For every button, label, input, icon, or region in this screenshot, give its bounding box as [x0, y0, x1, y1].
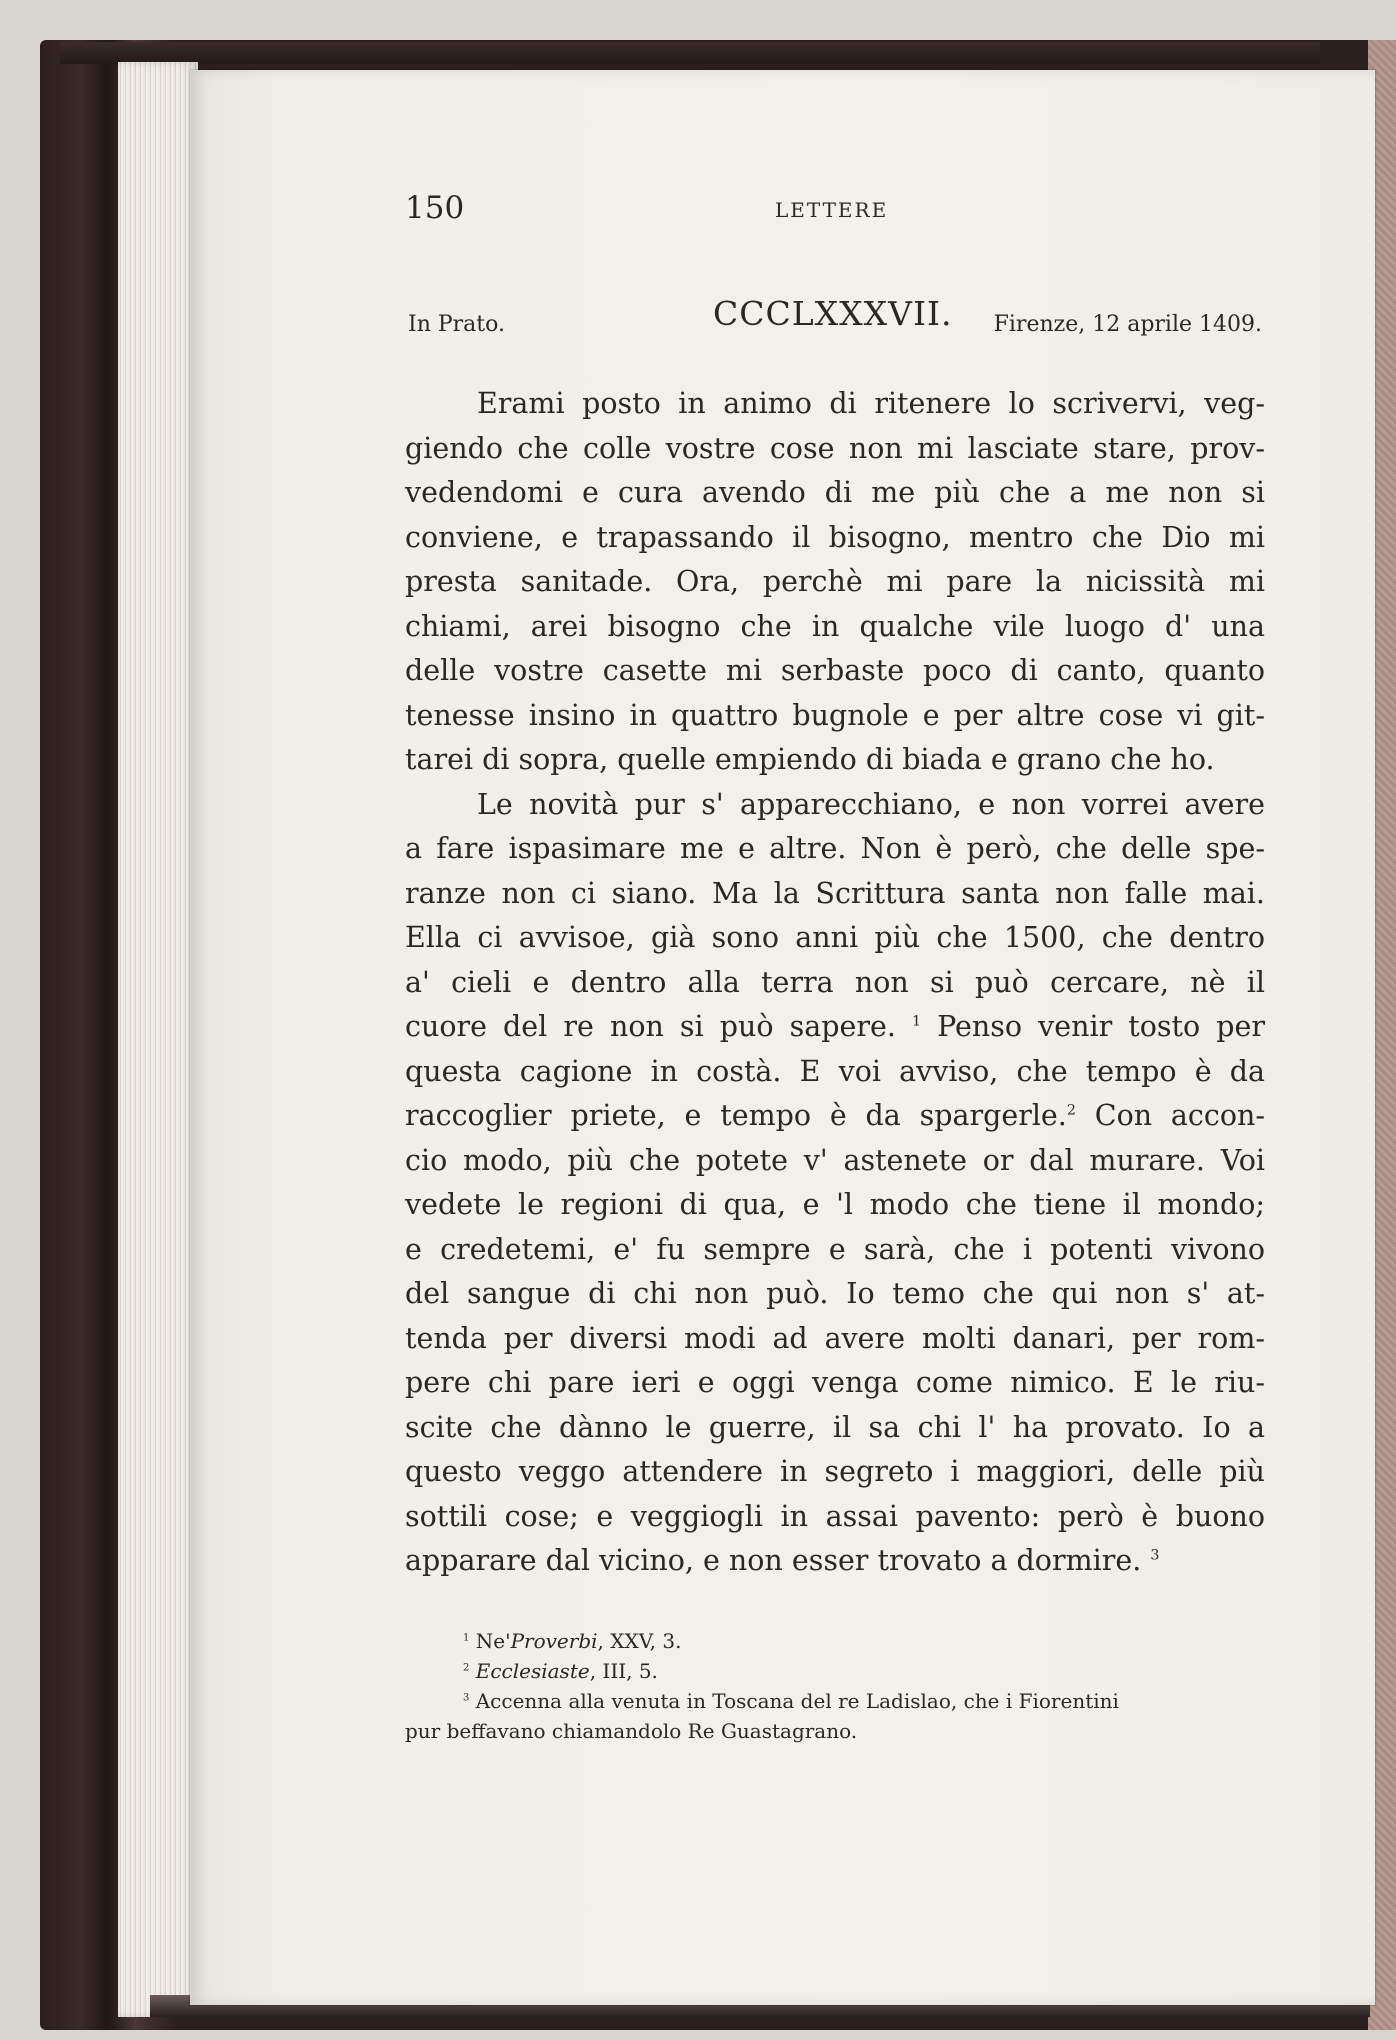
footnote-ref: , XXV, 3. [597, 1628, 682, 1653]
footnote-3-continuation: pur beffavano chiamandolo Re Guastagrano. [405, 1718, 858, 1743]
body-line: vedete le regioni di qua, e 'l modo che tiene il mondo; [405, 1188, 1265, 1221]
body-line: e credetemi, e' fu sempre e sarà, che i potenti vivono [405, 1232, 1265, 1266]
book-cover-top [60, 42, 1320, 64]
body-line-with-note [405, 1539, 1265, 1584]
footnote-mark: 2 [463, 1661, 470, 1673]
body-line: a' cieli e dentro alla terra non si può cercare, nè il [405, 965, 1265, 999]
body-line: Ella ci avvisoe, già sono anni più che 1500, che dentro [405, 921, 1265, 954]
body-line-segment: cuore del re non si può sapere. [405, 1010, 896, 1043]
body-line: giendo che colle vostre cose non mi lasciate stare, prov- [405, 431, 1265, 465]
footnote-prefix: Ne' [475, 1628, 511, 1653]
body-line: ranze non ci siano. Ma la Scrittura santa non falle mai. [405, 876, 1265, 910]
footnote-mark: 3 [463, 1691, 470, 1703]
body-line: pere chi pare ieri e oggi venga come nimico. E le riu- [405, 1366, 1265, 1399]
note-mark-1: 1 [911, 1013, 922, 1030]
body-line: a fare ispasimare me e altre. Non è però, che delle spe- [405, 832, 1265, 865]
body-line: chiami, arei bisogno che in qualche vile luogo d' una [405, 609, 1265, 643]
body-line-with-note [405, 1005, 1265, 1050]
body-line: Erami posto in animo di ritenere lo scrivervi, veg- [477, 387, 1265, 420]
footnote-3 [405, 1686, 1265, 1716]
page-text-area [405, 190, 1265, 1746]
body-line-segment: Con accon- [1094, 1099, 1265, 1132]
letter-recipient-place: In Prato. [408, 312, 505, 337]
body-line: questo veggo attendere in segreto i maggiori, delle più [405, 1455, 1265, 1488]
footnote-1 [405, 1626, 1265, 1656]
page-edges [118, 62, 198, 2017]
letter-number: CCCLXXXVII. [713, 294, 953, 333]
footnote-2 [405, 1656, 1265, 1686]
footnote-title: Ecclesiaste [475, 1658, 590, 1683]
running-head [405, 190, 1265, 240]
body-line: presta sanitade. Ora, perchè mi pare la nicissità mi [405, 565, 1265, 598]
footnotes [405, 1626, 1265, 1746]
body-line: cio modo, più che potete v' astenete or dal murare. Voi [405, 1143, 1265, 1177]
letter-place-date: Firenze, 12 aprile 1409. [993, 312, 1262, 337]
body-line-segment: apparare dal vicino, e non esser trovato a dormire. [405, 1544, 1142, 1577]
letter-body [405, 382, 1265, 1584]
body-line: del sangue di chi non può. Io temo che qui non s' at- [405, 1277, 1265, 1310]
body-line-with-note [405, 1094, 1265, 1139]
body-line: tarei di sopra, quelle empiendo di biada e grano che ho. [405, 743, 1215, 776]
body-line-segment: Penso venir tosto per [937, 1010, 1265, 1043]
body-line: sottili cose; e veggiogli in assai pavento: però è buono [405, 1499, 1265, 1533]
body-line: tenesse insino in quattro bugnole e per altre cose vi git- [405, 698, 1265, 732]
page-number: 150 [405, 190, 465, 226]
footnote-mark: 1 [463, 1631, 470, 1643]
footnote-text: Accenna alla venuta in Toscana del re Ladislao, che i Fiorentini [475, 1688, 1119, 1713]
running-title: LETTERE [775, 198, 889, 222]
body-line: conviene, e trapassando il bisogno, mentro che Dio mi [405, 520, 1265, 554]
note-mark-2: 2 [1066, 1102, 1076, 1119]
note-mark-3: 3 [1150, 1547, 1160, 1564]
letter-heading [405, 294, 1265, 354]
body-line: questa cagione in costà. E voi avviso, che tempo è da [405, 1054, 1265, 1088]
body-line-segment: raccoglier priete, e tempo è da spargerle. [405, 1099, 1067, 1132]
body-line: delle vostre casette mi serbaste poco di canto, quanto [405, 654, 1265, 687]
body-line: Le novità pur s' apparecchiano, e non vorrei avere [477, 787, 1265, 821]
body-line: scite che dànno le guerre, il sa chi l' ha provato. Io a [405, 1410, 1265, 1444]
body-line: vedendomi e cura avendo di me più che a me non si [405, 476, 1265, 509]
footnote-ref: , III, 5. [589, 1658, 658, 1683]
footnote-title: Proverbi [510, 1628, 598, 1653]
body-line: tenda per diversi modi ad avere molti danari, per rom- [405, 1321, 1265, 1355]
